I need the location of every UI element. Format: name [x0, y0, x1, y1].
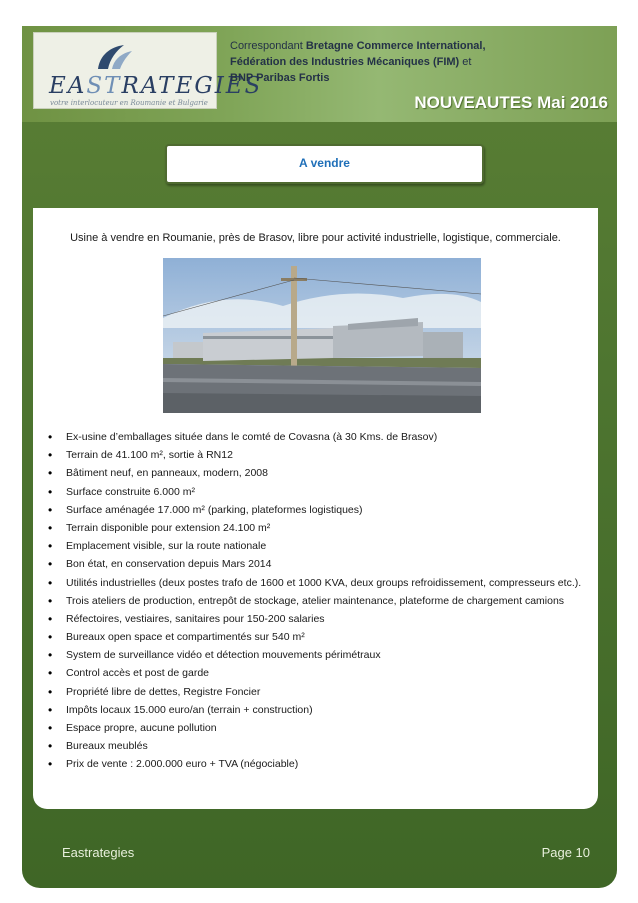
list-item: • Terrain de 41.100 m², sortie à RN12 — [48, 448, 595, 462]
list-item: • Surface aménagée 17.000 m² (parking, plateformes logistiques) — [48, 503, 595, 517]
org-fim: Fédération des Industries Mécaniques (FIM) — [230, 56, 460, 68]
list-item: • Control accès et post de garde — [48, 666, 595, 680]
leaf-logo-icon — [94, 43, 134, 71]
feature-list — [48, 430, 595, 776]
list-item: • Ex-usine d’emballages située dans le comté de Covasna (à 30 Kms. de Brasov) — [48, 430, 595, 444]
page-number: Page 10 — [541, 845, 590, 860]
list-item: • Espace propre, aucune pollution — [48, 721, 595, 735]
list-item: • Prix de vente : 2.000.000 euro + TVA (négociable) — [48, 757, 595, 771]
logo-wordmark: EASTRATEGIES — [49, 73, 263, 99]
list-item: • Utilités industrielles (deux postes trafo de 1600 et 1000 KVA, deux groups refroidissement, compresseurs etc.). — [48, 576, 595, 590]
logo-tagline: votre interlocuteur en Roumanie et Bulgarie — [50, 99, 208, 107]
list-item: • Bureaux meublés — [48, 739, 595, 753]
list-item: • Impôts locaux 15.000 euro/an (terrain + construction) — [48, 703, 595, 717]
list-item: • Bon état, en conservation depuis Mars 2014 — [48, 557, 595, 571]
org-bretagne: Bretagne Commerce International, — [305, 40, 486, 52]
section-banner: A vendre — [165, 144, 484, 184]
content-panel — [33, 208, 598, 809]
list-item: • Surface construite 6.000 m² — [48, 485, 595, 499]
list-item: • Réfectoires, vestiaires, sanitaires pour 150-200 salaries — [48, 612, 595, 626]
list-item: • Bureaux open space et compartimentés sur 540 m² — [48, 630, 595, 644]
intro-text: Usine à vendre en Roumanie, près de Brasov, libre pour activité industrielle, logistique, commerciale. — [70, 232, 561, 244]
org-bnp: BNP Paribas Fortis — [230, 72, 330, 84]
list-item: • Emplacement visible, sur la route nationale — [48, 539, 595, 553]
list-item: • Bâtiment neuf, en panneaux, modern, 2008 — [48, 466, 595, 480]
list-item: • Terrain disponible pour extension 24.100 m² — [48, 521, 595, 535]
list-item: • Trois ateliers de production, entrepôt de stockage, atelier maintenance, plateforme de chargement camions — [48, 594, 595, 608]
edition-title: NOUVEAUTES Mai 2016 — [414, 93, 608, 112]
footer-company: Eastrategies — [62, 845, 135, 860]
factory-photo — [163, 258, 481, 413]
list-item: • Propriété libre de dettes, Registre Foncier — [48, 685, 595, 699]
list-item: • System de surveillance vidéo et détection mouvements périmétraux — [48, 648, 595, 662]
correspondent-info: Correspondant Bretagne Commerce International, Fédération des Industries Mécaniques (FIM) et BNP Paribas Fortis — [230, 40, 486, 84]
eastrategies-logo — [33, 32, 263, 109]
